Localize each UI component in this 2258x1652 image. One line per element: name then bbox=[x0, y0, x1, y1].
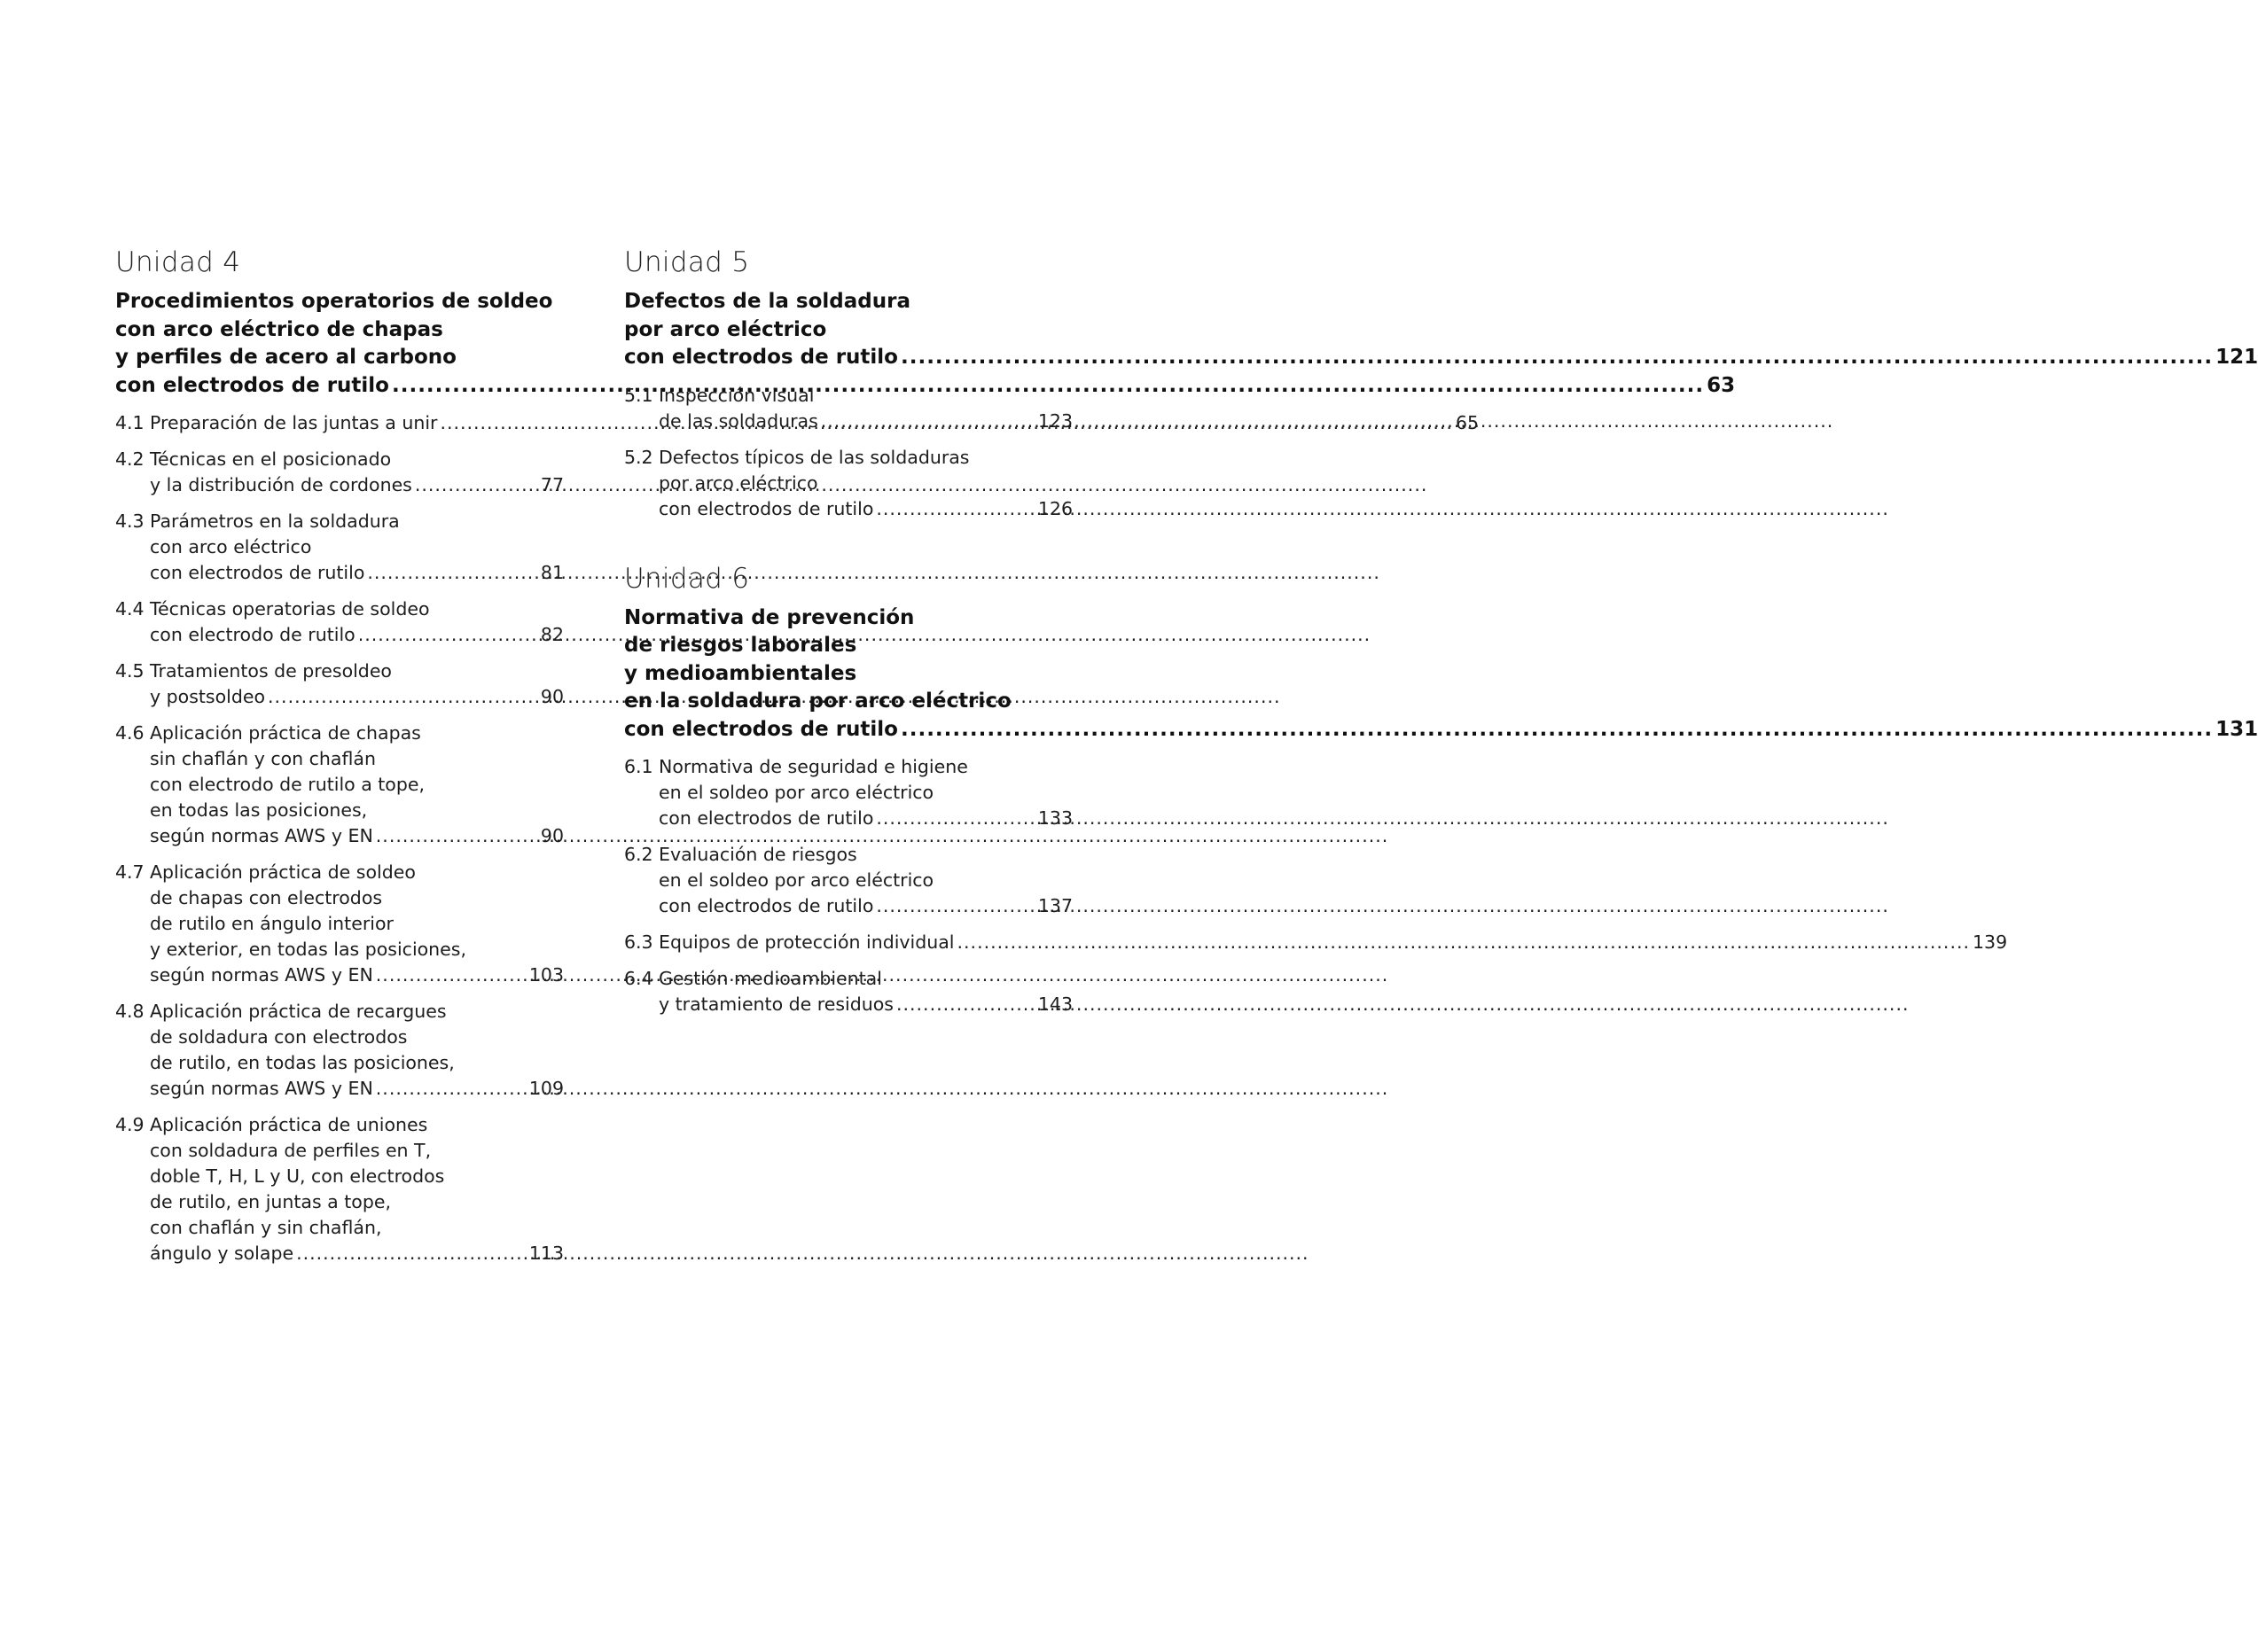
section-number: 6.3 bbox=[624, 931, 653, 953]
section-first-line bbox=[115, 596, 564, 622]
section-number: 4.2 bbox=[115, 448, 145, 470]
toc-entry-line bbox=[115, 560, 564, 586]
section-number: 5.2 bbox=[624, 446, 653, 468]
entry-text: con electrodos de rutilo bbox=[624, 346, 898, 369]
page-number: 109 bbox=[528, 1078, 564, 1099]
section-number: 4.8 bbox=[115, 1001, 145, 1022]
section-number: 4.5 bbox=[115, 660, 145, 682]
section-line: de rutilo, en todas las posiciones, bbox=[150, 1052, 455, 1073]
toc-section bbox=[115, 999, 564, 1102]
section-line: de rutilo, en juntas a tope, bbox=[150, 1191, 391, 1212]
page-number: 77 bbox=[540, 474, 564, 495]
dot-leader bbox=[901, 718, 2213, 741]
unit-title-line: Procedimientos operatorios de soldeo bbox=[115, 290, 553, 313]
entry-text: Aplicación práctica de uniones bbox=[150, 1114, 428, 1135]
section-number: 4.6 bbox=[115, 722, 145, 744]
entry-text: según normas AWS y EN bbox=[150, 964, 373, 986]
section-line: con arco eléctrico bbox=[150, 536, 312, 557]
section-line: en todas las posiciones, bbox=[150, 799, 368, 821]
toc-entry-line bbox=[624, 893, 1073, 919]
toc-entry-line bbox=[624, 409, 1073, 434]
entry-text: Inspección visual bbox=[659, 384, 815, 406]
toc-section bbox=[115, 658, 564, 710]
entry-text: y postsoldeo bbox=[150, 686, 266, 707]
toc-entry-line bbox=[624, 992, 1073, 1017]
toc-entry-line bbox=[115, 1076, 564, 1102]
unit-title bbox=[624, 288, 2258, 372]
unit-title-line-with-page bbox=[624, 716, 2258, 744]
toc-entry-line bbox=[624, 496, 1073, 522]
section-first-line bbox=[624, 445, 1073, 471]
unit-title-line: y medioambientales bbox=[624, 661, 857, 685]
entry-text: con electrodos de rutilo bbox=[150, 562, 365, 583]
toc-section bbox=[624, 966, 1073, 1017]
page-number: 90 bbox=[540, 825, 564, 846]
entry-text: Parámetros en la soldadura bbox=[150, 510, 400, 532]
entry-text: Gestión medioambiental bbox=[659, 968, 882, 989]
entry-text: Defectos típicos de las soldaduras bbox=[659, 446, 970, 468]
toc-section bbox=[115, 860, 564, 988]
section-line: con electrodo de rutilo a tope, bbox=[150, 774, 425, 795]
toc-entry-line bbox=[115, 472, 564, 498]
toc-entry-line bbox=[115, 962, 564, 988]
toc-section bbox=[115, 596, 564, 648]
section-number: 6.2 bbox=[624, 844, 653, 865]
unit-title bbox=[624, 604, 2258, 744]
toc-section bbox=[624, 842, 1073, 919]
entry-text: y tratamiento de residuos bbox=[659, 994, 894, 1015]
unit-label: Unidad 5 bbox=[624, 246, 750, 278]
unit-title-line: en la soldadura por arco eléctrico bbox=[624, 690, 1012, 713]
section-line: de rutilo en ángulo interior bbox=[150, 913, 394, 934]
section-number: 4.3 bbox=[115, 510, 145, 532]
dot-leader bbox=[296, 1241, 527, 1266]
section-line: de chapas con electrodos bbox=[150, 887, 383, 908]
toc-section bbox=[115, 509, 564, 586]
page-number: 131 bbox=[2215, 717, 2258, 741]
page-number: 82 bbox=[540, 624, 564, 645]
page-number: 63 bbox=[1707, 373, 1736, 397]
unit-label: Unidad 6 bbox=[624, 562, 750, 595]
dot-leader bbox=[358, 622, 538, 648]
toc-section bbox=[624, 445, 1073, 522]
section-number: 6.4 bbox=[624, 968, 653, 989]
toc-entry-line bbox=[115, 823, 564, 849]
dot-leader bbox=[901, 346, 2213, 369]
dot-leader bbox=[876, 806, 1035, 831]
section-number: 4.7 bbox=[115, 861, 145, 883]
section-first-line bbox=[624, 842, 1073, 868]
page-number: 90 bbox=[540, 686, 564, 707]
page-number: 113 bbox=[528, 1243, 564, 1264]
unit-title-line: por arco eléctrico bbox=[624, 317, 827, 341]
entry-text: ángulo y solape bbox=[150, 1243, 294, 1264]
unit-title-line: y perfiles de acero al carbono bbox=[115, 346, 457, 369]
section-number: 5.1 bbox=[624, 384, 653, 406]
section-number: 4.1 bbox=[115, 412, 145, 433]
page-number: 81 bbox=[540, 562, 564, 583]
toc-entry-line bbox=[115, 1241, 564, 1266]
section-number: 4.4 bbox=[115, 598, 145, 620]
toc-section bbox=[115, 721, 564, 849]
dot-leader bbox=[376, 1076, 527, 1102]
section-number: 6.1 bbox=[624, 756, 653, 777]
section-first-line bbox=[624, 383, 1073, 409]
section-line: con soldadura de perfiles en T, bbox=[150, 1140, 432, 1161]
entry-text: Aplicación práctica de soldeo bbox=[150, 861, 416, 883]
section-number: 4.9 bbox=[115, 1114, 145, 1135]
entry-text: Técnicas operatorias de soldeo bbox=[150, 598, 430, 620]
section-line: en el soldeo por arco eléctrico bbox=[659, 869, 934, 891]
dot-leader bbox=[415, 472, 538, 498]
section-line: en el soldeo por arco eléctrico bbox=[659, 782, 934, 803]
section-line: de soldadura con electrodos bbox=[150, 1026, 408, 1048]
toc-entry-line bbox=[115, 684, 564, 710]
dot-leader bbox=[896, 992, 1035, 1017]
unit-title-line-with-page bbox=[624, 344, 2258, 372]
dot-leader bbox=[268, 684, 538, 710]
dot-leader bbox=[376, 962, 527, 988]
entry-text: según normas AWS y EN bbox=[150, 825, 373, 846]
dot-leader bbox=[367, 560, 538, 586]
page-number: 126 bbox=[1037, 497, 1073, 519]
entry-text: con electrodos de rutilo bbox=[624, 717, 898, 741]
page-number: 123 bbox=[1037, 409, 1073, 432]
section-list bbox=[624, 754, 2008, 1017]
section-first-line bbox=[115, 447, 564, 472]
unit-block-6 bbox=[624, 561, 2258, 1018]
page-number: 65 bbox=[1455, 412, 1480, 433]
unit-label: Unidad 4 bbox=[115, 246, 241, 278]
page-number: 137 bbox=[1037, 895, 1073, 916]
section-line: con chaflán y sin chaflán, bbox=[150, 1217, 382, 1238]
entry-text: Evaluación de riesgos bbox=[659, 844, 857, 865]
unit-title-line: Normativa de prevención bbox=[624, 605, 915, 629]
entry-text: Equipos de protección individual bbox=[659, 931, 955, 953]
entry-text: con electrodos de rutilo bbox=[115, 373, 389, 397]
section-list bbox=[624, 383, 1073, 522]
section-first-line bbox=[624, 966, 1073, 992]
unit-title-line: Defectos de la soldadura bbox=[624, 290, 910, 313]
entry-text: Técnicas en el posicionado bbox=[150, 448, 392, 470]
dot-leader bbox=[876, 893, 1035, 919]
entry-text: con electrodos de rutilo bbox=[659, 807, 874, 829]
entry-text: con electrodo de rutilo bbox=[150, 624, 355, 645]
section-first-line bbox=[115, 1112, 564, 1138]
dot-leader bbox=[376, 823, 538, 849]
entry-text: con electrodos de rutilo bbox=[659, 895, 874, 916]
toc-section bbox=[115, 447, 564, 498]
entry-text: y la distribución de cordones bbox=[150, 474, 412, 495]
section-first-line bbox=[115, 509, 564, 534]
entry-text: según normas AWS y EN bbox=[150, 1078, 373, 1099]
section-first-line bbox=[624, 754, 1073, 780]
entry-text: Aplicación práctica de recargues bbox=[150, 1001, 447, 1022]
entry-text: Normativa de seguridad e higiene bbox=[659, 756, 968, 777]
unit-title-line: con arco eléctrico de chapas bbox=[115, 317, 443, 341]
entry-text: de las soldaduras bbox=[659, 409, 818, 432]
page-number: 139 bbox=[1973, 931, 2008, 953]
page-number: 143 bbox=[1037, 994, 1073, 1015]
entry-text: Preparación de las juntas a unir bbox=[150, 412, 438, 433]
section-first-line bbox=[115, 860, 564, 885]
toc-section bbox=[624, 383, 1073, 434]
toc-section bbox=[624, 930, 2008, 955]
entry-text: Tratamientos de presoldeo bbox=[150, 660, 392, 682]
toc-section bbox=[624, 754, 1073, 831]
unit-title-line: de riesgos laborales bbox=[624, 634, 857, 657]
entry-text: con electrodos de rutilo bbox=[659, 497, 874, 519]
toc-entry-line bbox=[659, 930, 2007, 955]
page-number: 133 bbox=[1037, 807, 1073, 829]
page-number: 121 bbox=[2215, 346, 2258, 369]
toc-section bbox=[115, 1112, 564, 1266]
section-line: por arco eléctrico bbox=[659, 471, 818, 494]
toc-entry-line bbox=[624, 806, 1073, 831]
section-first-line bbox=[115, 658, 564, 684]
section-line: doble T, H, L y U, con electrodos bbox=[150, 1165, 445, 1187]
dot-leader bbox=[821, 409, 1035, 434]
dot-leader bbox=[876, 496, 1035, 522]
section-line: sin chaflán y con chaflán bbox=[150, 748, 376, 769]
toc-entry-line bbox=[115, 622, 564, 648]
dot-leader bbox=[957, 930, 1971, 955]
section-first-line bbox=[115, 999, 564, 1025]
section-first-line bbox=[624, 930, 2008, 955]
section-line: y exterior, en todas las posiciones, bbox=[150, 939, 466, 960]
section-first-line bbox=[115, 721, 564, 746]
entry-text: Aplicación práctica de chapas bbox=[150, 722, 421, 744]
page-number: 103 bbox=[528, 964, 564, 986]
